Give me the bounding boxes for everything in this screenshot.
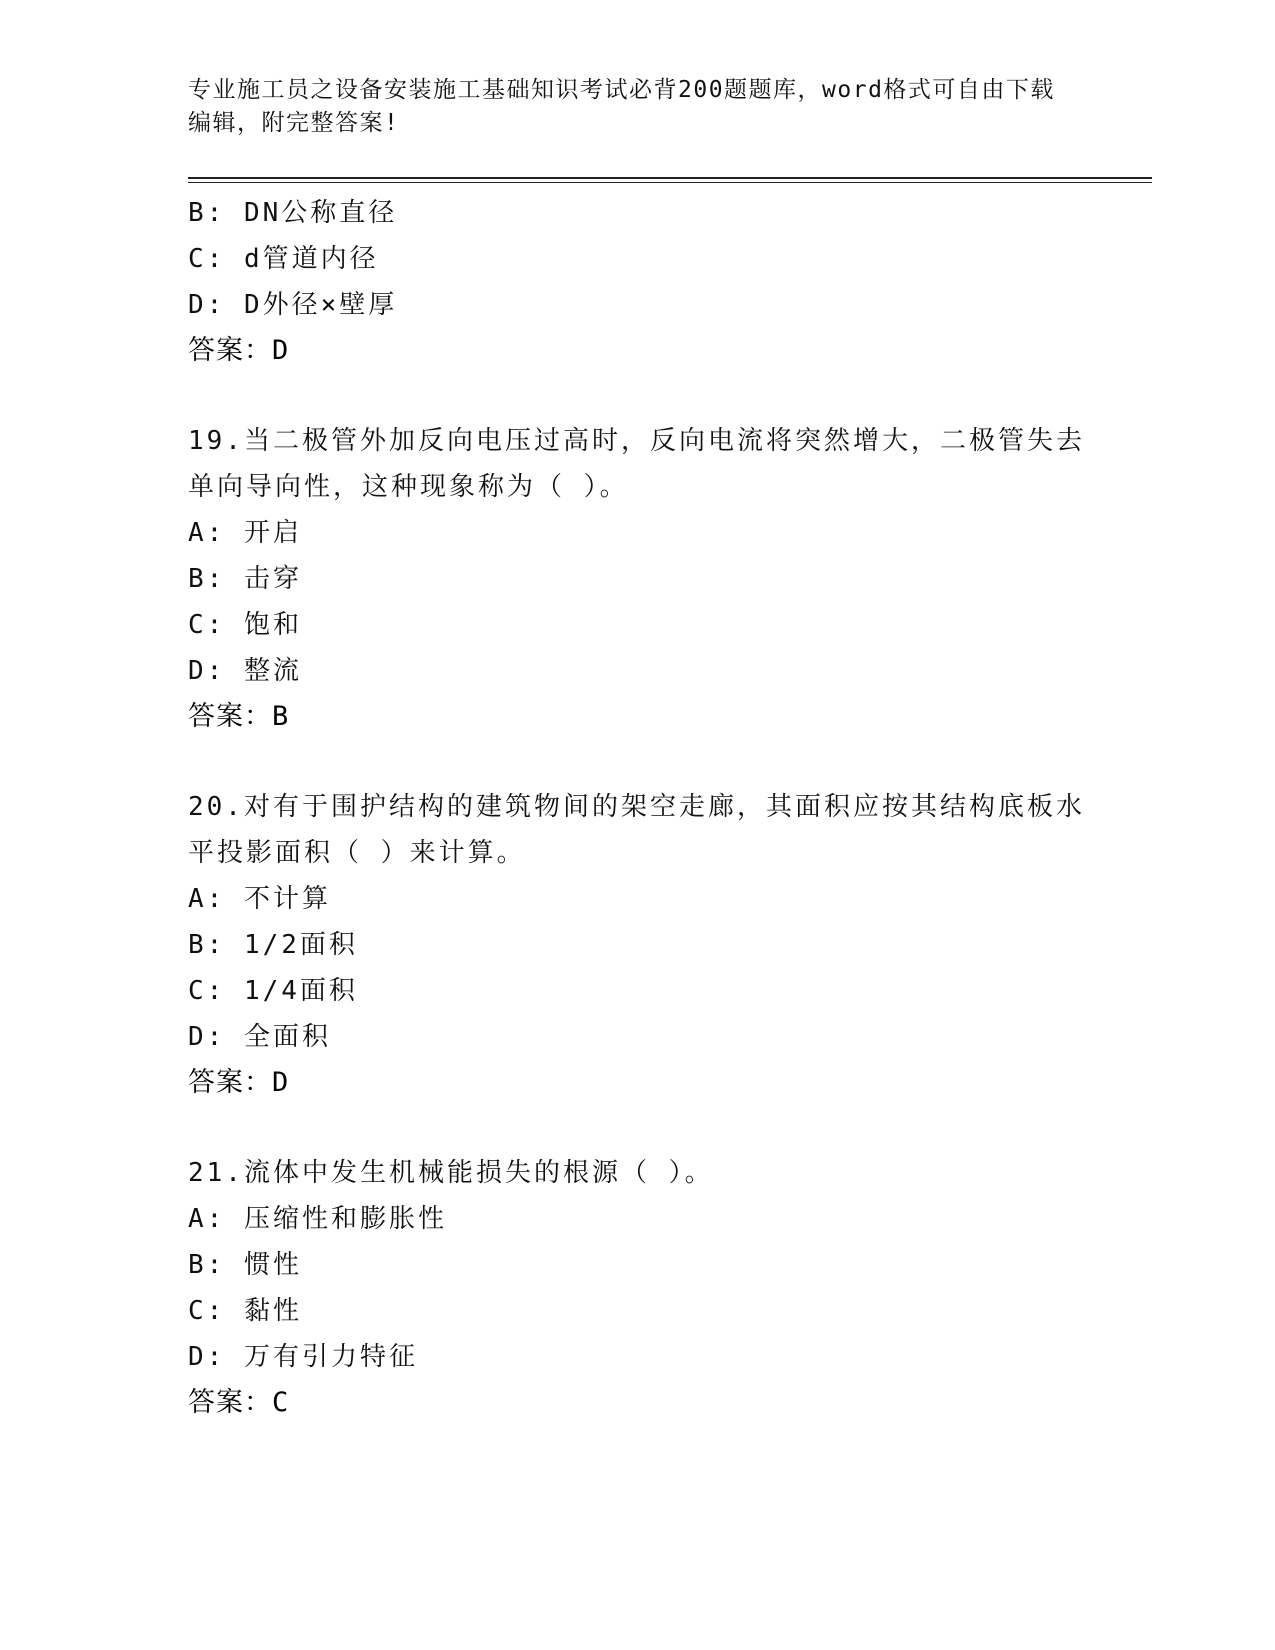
option-c: C: 1/4面积 bbox=[188, 976, 358, 1006]
answer: 答案：D bbox=[188, 335, 290, 366]
option-d: D: D外径×壁厚 bbox=[188, 290, 398, 320]
header-divider-thick bbox=[188, 177, 1152, 179]
option-b: B: 1/2面积 bbox=[188, 930, 358, 960]
option-c: C: d管道内径 bbox=[188, 244, 379, 274]
question-21 bbox=[188, 1150, 1088, 1426]
question-18 bbox=[188, 190, 1088, 374]
question-19 bbox=[188, 418, 1088, 740]
option-b: B: DN公称直径 bbox=[188, 198, 398, 228]
question-stem-line2: 单向导向性，这种现象称为（ ）。 bbox=[188, 472, 629, 502]
option-d: D: 万有引力特征 bbox=[188, 1342, 418, 1372]
option-b: B: 击穿 bbox=[188, 564, 302, 594]
option-a: A: 压缩性和膨胀性 bbox=[188, 1204, 447, 1234]
header-title-line2: 编辑，附完整答案! bbox=[188, 110, 400, 136]
question-stem-line1: 21.流体中发生机械能损失的根源（ ）。 bbox=[188, 1158, 714, 1188]
spacer bbox=[188, 374, 1088, 418]
option-d: D: 全面积 bbox=[188, 1022, 331, 1052]
header-title-line1: 专业施工员之设备安装施工基础知识考试必背200题题库，word格式可自由下载 bbox=[188, 77, 1055, 103]
answer: 答案：C bbox=[188, 1387, 290, 1418]
question-list bbox=[188, 190, 1088, 1426]
option-d: D: 整流 bbox=[188, 656, 302, 686]
option-b: B: 惯性 bbox=[188, 1250, 302, 1280]
question-stem-line1: 20.对有于围护结构的建筑物间的架空走廊，其面积应按其结构底板水 bbox=[188, 792, 1085, 822]
header-divider-thin bbox=[188, 182, 1152, 183]
option-c: C: 饱和 bbox=[188, 610, 302, 640]
option-a: A: 开启 bbox=[188, 518, 302, 548]
question-stem-line2: 平投影面积（ ）来计算。 bbox=[188, 838, 526, 868]
document-header bbox=[188, 74, 1068, 140]
option-c: C: 黏性 bbox=[188, 1296, 302, 1326]
question-stem-line1: 19.当二极管外加反向电压过高时，反向电流将突然增大，二极管失去 bbox=[188, 426, 1085, 456]
answer: 答案：D bbox=[188, 1067, 290, 1098]
question-20 bbox=[188, 784, 1088, 1106]
spacer bbox=[188, 1106, 1088, 1150]
answer: 答案：B bbox=[188, 701, 290, 732]
spacer bbox=[188, 740, 1088, 784]
option-a: A: 不计算 bbox=[188, 884, 331, 914]
